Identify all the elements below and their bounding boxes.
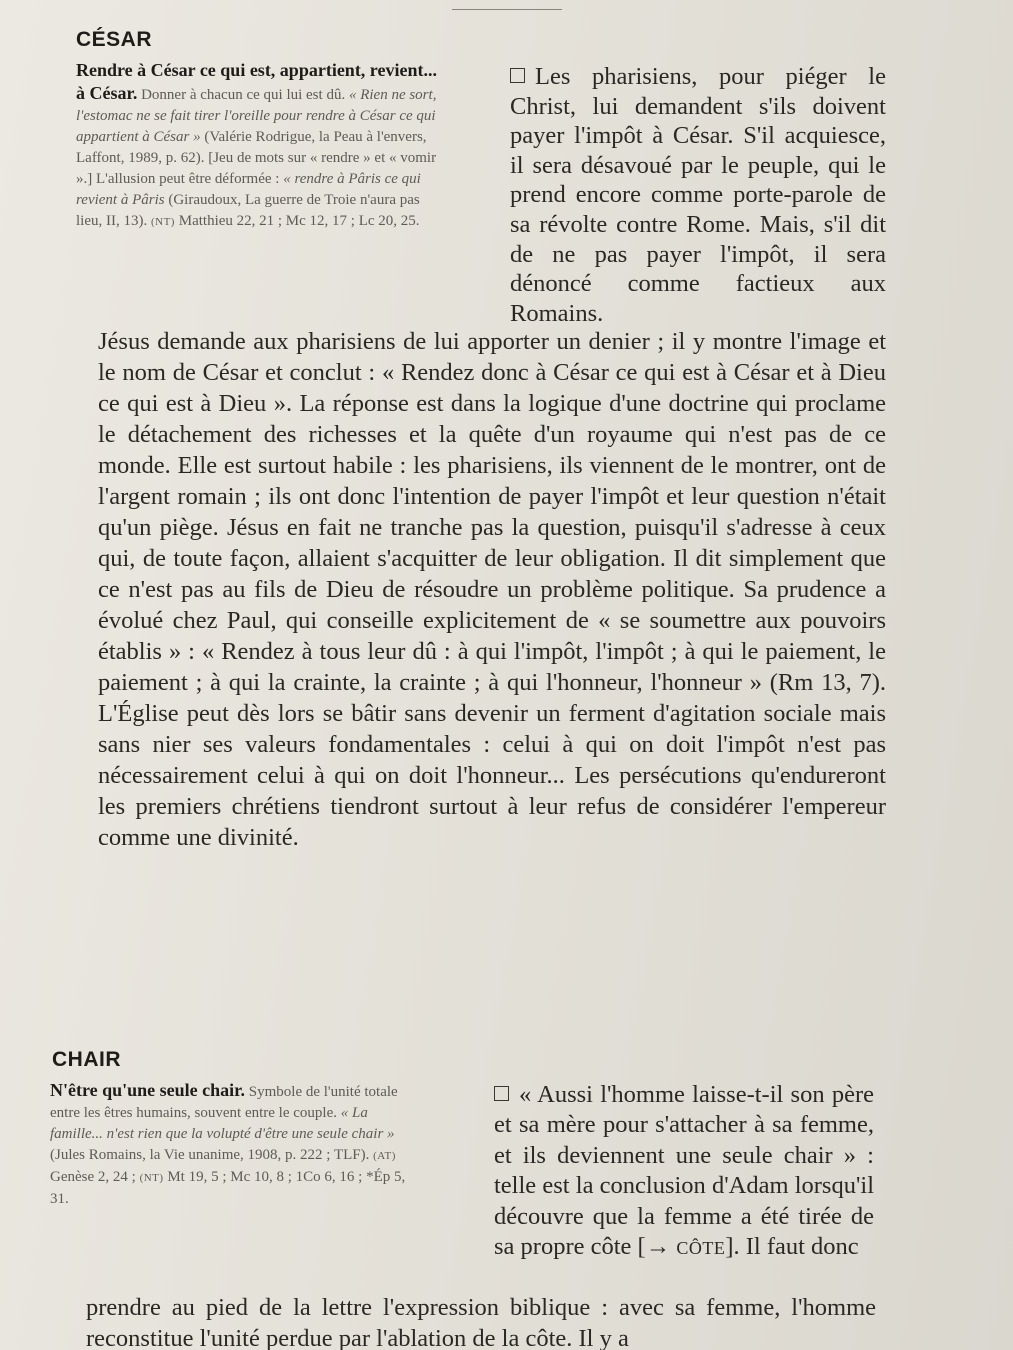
crossref-cote[interactable]: CÔTE [676,1238,726,1259]
entry-aside-cesar [76,60,442,233]
checkbox-square-icon [494,1086,509,1101]
aside-definition: Symbole de l'unité totale entre les êtres humains, souvent entre le couple. [50,1084,398,1121]
column-paragraph-tail: ]. Il faut donc [725,1233,859,1261]
running-head-rule [452,0,562,10]
aside-definition: Donner à chacun ce qui lui est dû. [141,87,346,103]
entry-headword-chair: CHAIR [52,1048,121,1071]
aside-references: Matthieu 22, 21 ; Mc 12, 17 ; Lc 20, 25. [178,213,420,229]
entry-headword-cesar: CÉSAR [76,28,153,51]
aside-quote-2: « rendre à Pâris ce qui revient à Pâris [76,171,421,208]
entry-aside-chair [50,1080,422,1210]
entry-body-text-chair: prendre au pied de la lettre l'expression biblique : avec sa femme, l'homme reconstitue l'unité perdue par l'ablation de la côte. Il y a [86,1294,876,1350]
aside-references-2: Mt 19, 5 ; Mc 10, 8 ; 1Co 6, 16 ; *Ép 5, 31. [50,1169,406,1207]
column-paragraph: « Aussi l'homme laisse-t-il son père et sa mère pour s'attacher à sa femme, et ils deviennent une seule chair » : telle est la conclusion d'Adam lorsqu'il découvre que la femme a été tirée de sa propre côte [→ [494,1081,874,1261]
aside-quote: « Rien ne sort, l'estomac ne se fait tirer l'oreille pour rendre à César ce qui appartient à César » [76,87,437,145]
column-paragraph: Les pharisiens, pour piéger le Christ, lui demandent s'ils doivent payer l'impôt à César. S'il acquiesce, il sera désavoué par le peuple, qui le prend encore comme porte-parole de sa révolte contre Rome. Mais, s'il dit de ne pas payer l'impôt, il sera dénoncé comme factieux aux Romains. [510,63,886,327]
aside-testament-label: (NT) [150,216,175,228]
aside-references: Genèse 2, 24 ; [50,1169,136,1185]
aside-testament-label: (AT) [373,1150,396,1162]
aside-testament-label-2: (NT) [139,1172,164,1184]
aside-quote: « La famille... n'est rien que la volupté d'être une seule chair » [50,1105,395,1142]
aside-source: (Valérie Rodrigue, la Peau à l'envers, Laffont, 1989, p. 62). [Jeu de mots sur « rendre » et « vomir ».] L'allusion peut être déformée : [76,129,437,187]
entry-body-text-cesar: Jésus demande aux pharisiens de lui apporter un denier ; il y montre l'image et le nom de César et conclut : « Rendez donc à César ce qui est à César et à Dieu ce qui est à Dieu ». La réponse est dans la logique d'une doctrine qui proclame le détachement des richesses et la quête d'un royaume qui n'est pas de ce monde. Elle est surtout habile : les pharisiens, ils viennent de le montrer, ont de l'argent romain ; ils ont donc l'intention de payer l'impôt et leur question n'était qu'un piège. Jésus en fait ne tranche pas la question, puisqu'il s'adresse à ceux qui, de toute façon, allaient s'acquitter de leur obligation. Il dit simplement que ce n'est pas au fils de Dieu de résoudre un problème politique. Sa prudence a évolué chez Paul, qui conseille explicitement de « se soumettre aux pouvoirs établis » : « Rendez à tous leur dû : à qui l'impôt, l'impôt ; à qui le paiement, le paiement ; à qui la crainte, la crainte ; à qui l'honneur, l'honneur » (Rm 13, 7). L'Église peut dès lors se bâtir sans devenir un ferment d'agitation sociale mais sans nier ses valeurs fondamentales : celui à qui on doit l'impôt n'est pas nécessairement celui à qui on doit l'honneur... Les persécutions qu'endureront les premiers chrétiens tiendront surtout à leur refus de considérer l'empereur comme une divinité. [98,328,886,851]
entry-column-text-chair [494,1080,874,1263]
aside-lemma: Rendre à César ce qui est, appartient, revient... à César. [76,60,437,103]
checkbox-square-icon [510,68,525,83]
aside-source-2: (Giraudoux, La guerre de Troie n'aura pas lieu, II, 13). [76,192,420,229]
entry-column-text-cesar [510,62,886,328]
aside-source: (Jules Romains, la Vie unanime, 1908, p. 222 ; TLF). [50,1147,370,1163]
aside-lemma: N'être qu'une seule chair. [50,1080,246,1100]
